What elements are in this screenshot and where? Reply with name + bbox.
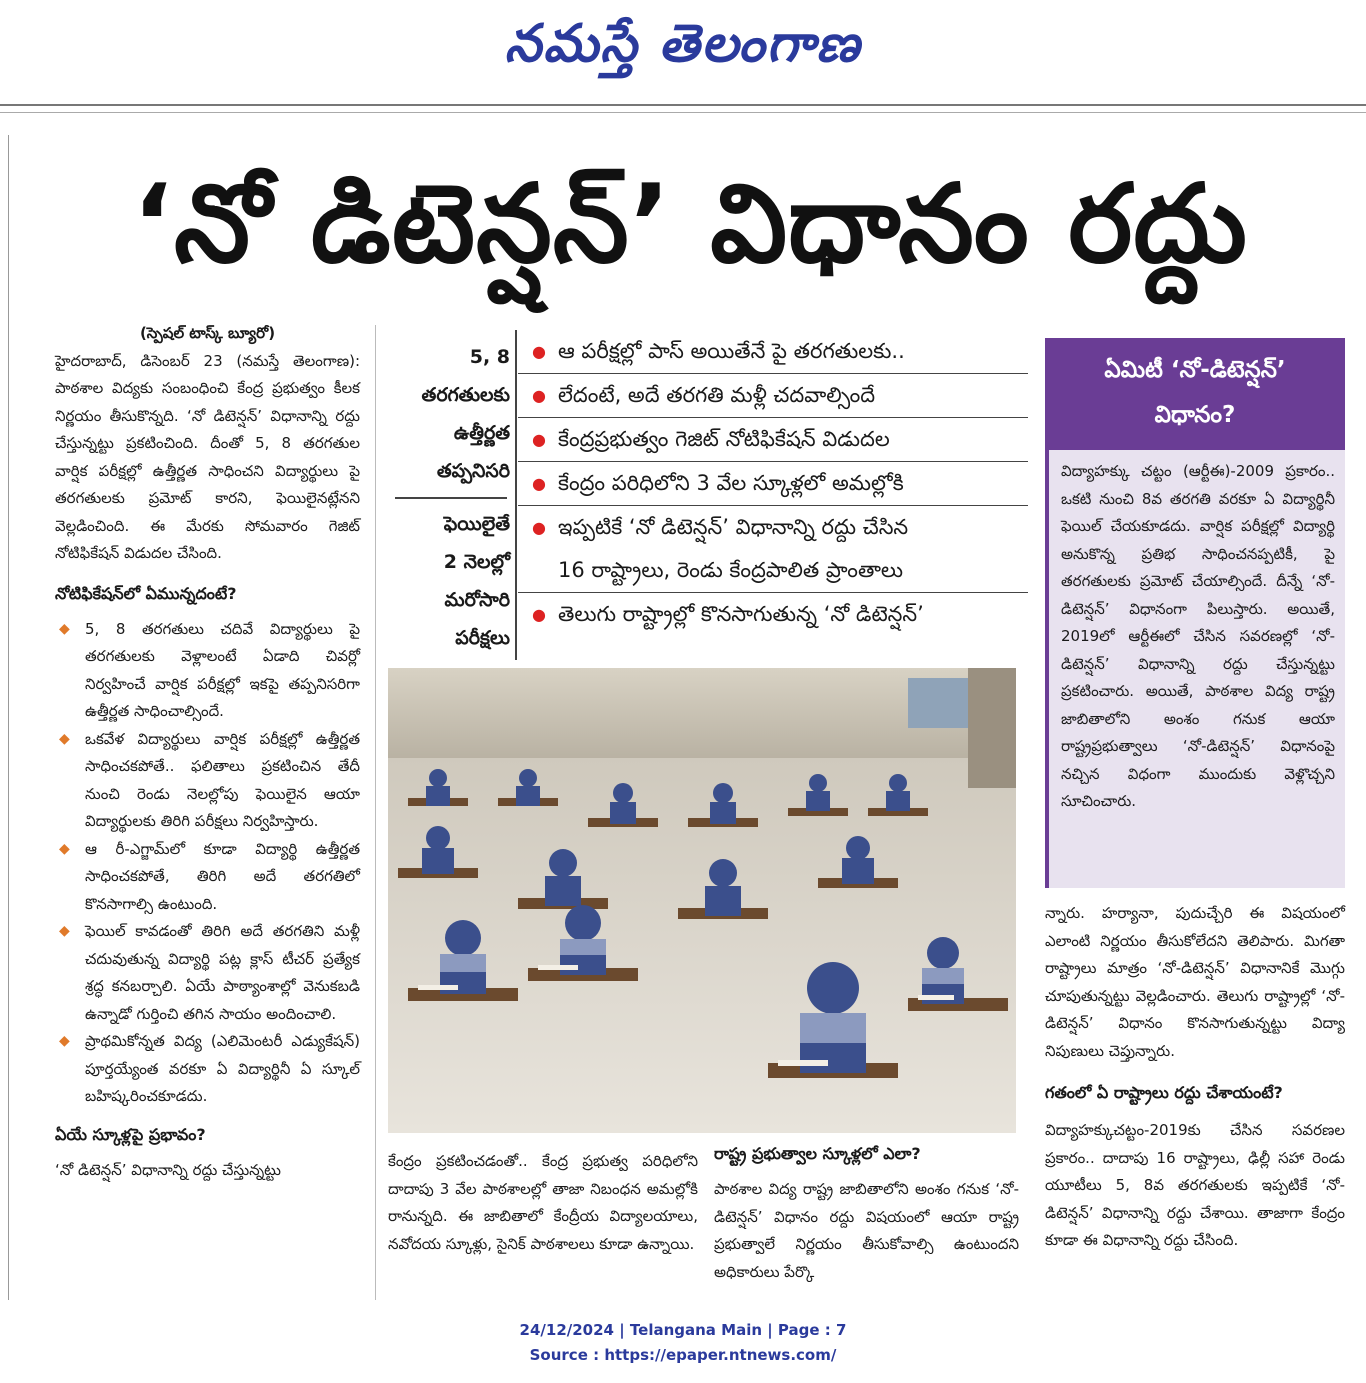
byline: (స్పెషల్ టాస్క్ బ్యూరో) <box>139 324 276 342</box>
list-item: ◆ ప్రాథమికోన్నత విద్య (ఎలిమెంటరీ ఎడ్యుకేషన్) పూర్తయ్యేంత వరకూ ఏ విద్యార్థినీ ఏ స్కూల్ బహిష్కరించకూడదు. <box>55 1028 360 1111</box>
list-item: 16 రాష్ట్రాలు, రెండు కేంద్రపాలిత ప్రాంతాలు <box>518 549 1028 593</box>
explainer-body: విద్యాహక్కు చట్టం (ఆర్టీఈ)-2009 ప్రకారం.. ఒకటి నుంచి 8వ తరగతి వరకూ ఏ విద్యార్థినీ ఫెయిల్ చేయకూడదు. వార్షిక పరీక్షల్లో విద్యార్థి అనుకొన్న ప్రతిభ సాధించనప్పటికీ, పై తరగతులకు ప్రమోట్ చేయాల్సిందే. దీన్నే ‘నో-డిటెన్షన్’ విధానంగా పిలుస్తారు. అయితే, 2019లో ఆర్టీఈలో చేసిన సవరణల్లో ‘నో-డిటెన్షన్’ విధానాన్ని రద్దు చేస్తున్నట్టు ప్రకటించారు. అయితే, పాఠశాల విద్య రాష్ట్ర జాబితాలోని అంశం గనుక ఆయా రాష్ట్రప్రభుత్వాలు ‘నో-డిటెన్షన్’ విధానంపై నచ్చిన విధంగా ముందుకు వెళ్లొచ్చని సూచించారు. <box>1061 462 1335 810</box>
explainer-title: ఏమిటీ ‘నో-డిటెన్షన్’ విధానం? <box>1045 338 1345 450</box>
state-schools-paragraph: పాఠశాల విద్య రాష్ట్ర జాబితాలోని అంశం గనుక ‘నో-డిటెన్షన్’ విధానం రద్దు విషయంలో ఆయా రాష్ట్ర ప్రభుత్వాలే నిర్ణయం తీసుకోవాల్సి ఉంటుందని అధికారులు పేర్కొ <box>714 1180 1019 1281</box>
newspaper-logo: నమస్తే తెలంగాణ <box>504 13 862 74</box>
notification-bullets <box>55 616 360 1111</box>
red-dot-icon: ● <box>532 518 546 537</box>
diamond-bullet-icon: ◆ <box>59 620 70 637</box>
central-schools-paragraph: కేంద్రం ప్రకటించడంతో.. కేంద్ర ప్రభుత్వ పరిధిలోని దాదాపు 3 వేల పాఠశాలల్లో తాజా నిబంధన అమల్లోకి రానున్నది. ఈ జాబితాలో కేంద్రీయ విద్యాలయాలు, నవోదయ స్కూళ్లు, సైనిక్ పాఠశాలలు కూడా ఉన్నాయి. <box>388 1152 698 1253</box>
red-dot-icon: ● <box>532 605 546 624</box>
left-column <box>55 320 360 1184</box>
diamond-bullet-icon: ◆ <box>59 840 70 857</box>
red-dot-icon: ● <box>532 430 546 449</box>
exam-hall-photo <box>388 668 1016 1133</box>
subhead-states: గతంలో ఏ రాష్ట్రాలు రద్దు చేశాయంటే? <box>1045 1083 1283 1102</box>
mid-bottom-column <box>388 1148 698 1258</box>
subhead-schools: ఏయే స్కూళ్లపై ప్రభావం? <box>55 1124 206 1144</box>
list-item: ◆ ఫెయిల్ కావడంతో తిరిగి అదే తరగతిని మళ్లీ చదువుతున్న విద్యార్థి పట్ల క్లాస్ టీచర్ ప్రత్యేక శ్రద్ధ కనబర్చాలి. ఏయే పాఠ్యాంశాల్లో వెనుకబడి ఉన్నాడో గుర్తించి తగిన సాయం అందించాలి. <box>55 918 360 1028</box>
footer <box>0 1318 1366 1368</box>
list-item: ● కేంద్రప్రభుత్వం గెజిట్ నోటిఫికేషన్ విడుదల <box>518 418 1028 462</box>
explainer-box <box>1045 450 1345 888</box>
red-dot-icon: ● <box>532 386 546 405</box>
intro-paragraph: హైదరాబాద్, డిసెంబర్ 23 (నమస్తే తెలంగాణ): పాఠశాల విద్యకు సంబంధించి కేంద్ర ప్రభుత్వం కీలక నిర్ణయం తీసుకొన్నది. ‘నో డిటెన్షన్’ విధానాన్ని రద్దు చేస్తున్నట్టు ప్రకటించింది. దీంతో 5, 8 తరగతుల వార్షిక పరీక్షల్లో ఉత్తీర్ణత సాధించని విద్యార్థులు పై తరగతులకు ప్రమోట్ కారని, ఫెయిలైనట్లేనని వెల్లడించింది. ఈ మేరకు సోమవారం గెజిట్ నోటిఫికేషన్ విడుదల చేసింది. <box>55 351 360 562</box>
side-label-top: 5, 8 తరగతులకు ఉత్తీర్ణత తప్పనిసరి <box>421 346 510 482</box>
list-item: ● ఇప్పటికే ‘నో డిటెన్షన్’ విధానాన్ని రద్దు చేసిన <box>518 506 1028 549</box>
tail-paragraph: ‘నో డిటెన్షన్’ విధానాన్ని రద్దు చేస్తున్నట్టు <box>55 1160 281 1179</box>
diamond-bullet-icon: ◆ <box>59 730 70 747</box>
masthead <box>0 0 1366 100</box>
exam-hall-illustration <box>388 668 1016 1133</box>
list-item: ● కేంద్రం పరిధిలోని 3 వేల స్కూళ్లలో అమల్లోకి <box>518 462 1028 506</box>
list-item: ● లేదంటే, అదే తరగతి మళ్లీ చదవాల్సిందే <box>518 374 1028 418</box>
subhead-state-schools: రాష్ట్ర ప్రభుత్వాల స్కూళ్లలో ఎలా? <box>714 1144 921 1163</box>
side-label-bottom: ఫెయిలైతే 2 నెలల్లో మరోసారి పరీక్షలు <box>443 513 510 649</box>
right-paragraph-1: న్నారు. హర్యానా, పుదుచ్చేరి ఈ విషయంలో ఎలాంటి నిర్ణయం తీసుకోలేదని తెలిపారు. మిగతా రాష్ట్రాలు మాత్రం ‘నో-డిటెన్షన్’ విధానానికే మొగ్గు చూపుతున్నట్టు వెల్లడించారు. తెలుగు రాష్ట్రాల్లో ‘నో-డిటెన్షన్’ విధానం కొనసాగుతున్నట్టు విద్యా నిపుణులు చెప్తున్నారు. <box>1045 904 1345 1060</box>
masthead-rule <box>0 104 1366 106</box>
list-item: ◆ 5, 8 తరగతులు చదివే విద్యార్థులు పై తరగతులకు వెళ్లాలంటే ఏడాది చివర్లో నిర్వహించే వార్షిక పరీక్షల్లో ఇకపై తప్పనిసరిగా ఉత్తీర్ణత సాధించాల్సిందే. <box>55 616 360 726</box>
footer-edition: 24/12/2024 | Telangana Main | Page : 7 <box>519 1321 847 1339</box>
headline: ‘నో డిటెన్షన్’ విధానం రద్దు <box>132 162 1248 287</box>
highlights-vertical-rule <box>515 330 517 660</box>
red-dot-icon: ● <box>532 474 546 493</box>
diamond-bullet-icon: ◆ <box>59 923 70 939</box>
left-margin-rule <box>8 135 9 1300</box>
diamond-bullet-icon: ◆ <box>59 1033 70 1049</box>
side-label-divider <box>395 497 507 499</box>
highlights-box <box>518 330 1028 636</box>
right-column <box>1045 900 1345 1255</box>
list-item: ◆ ఒకవేళ విద్యార్థులు వార్షిక పరీక్షల్లో ఉత్తీర్ణత సాధించకపోతే.. ఫలితాలు ప్రకటించిన తేదీ నుంచి రెండు నెలల్లోపు ఫెయిలైన ఆయా విద్యార్థులకు తిరిగి పరీక్షలు నిర్వహిస్తారు. <box>55 726 360 836</box>
list-item: ● ఆ పరీక్షల్లో పాస్ అయితేనే పై తరగతులకు.. <box>518 330 1028 374</box>
subhead-notification: నోటిఫికేషన్‌లో ఏమున్నదంటే? <box>55 583 237 603</box>
state-schools-column <box>714 1140 1019 1286</box>
red-dot-icon: ● <box>532 342 546 361</box>
list-item: ◆ ఆ రీ-ఎగ్జామ్‌లో కూడా విద్యార్థి ఉత్తీర్ణత సాధించకపోతే, తిరిగి అదే తరగతిలో కొనసాగాల్సి ఉంటుంది. <box>55 836 360 919</box>
column-rule <box>375 325 376 1300</box>
list-item: ● తెలుగు రాష్ట్రాల్లో కొనసాగుతున్న ‘నో డిటెన్షన్’ <box>518 593 1028 636</box>
footer-source: Source : https://epaper.ntnews.com/ <box>529 1346 837 1364</box>
masthead-rule-thin <box>0 112 1366 113</box>
right-paragraph-2: విద్యాహక్కుచట్టం-2019కు చేసిన సవరణల ప్రకారం.. దాదాపు 16 రాష్ట్రాలు, ఢిల్లీ సహా రెండు యూటీలు 5, 8వ తరగతులకు ఇప్పటికే ‘నో-డిటెన్షన్’ విధానాన్ని రద్దు చేశాయి. తాజాగా కేంద్రం కూడా ఈ విధానాన్ని రద్దు చేసింది. <box>1045 1121 1345 1249</box>
